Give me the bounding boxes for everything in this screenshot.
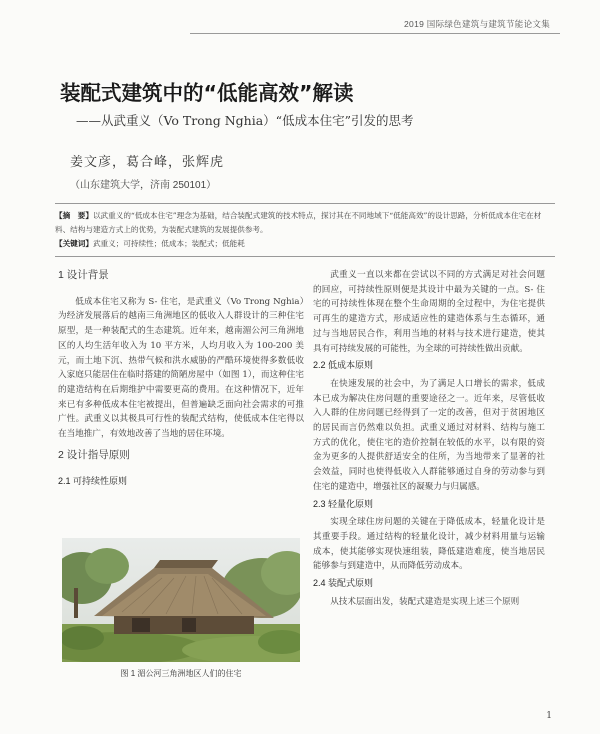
keywords-label: 【关键词】 [55,239,93,248]
keywords [55,238,555,249]
section-1-paragraph: 低成本住宅又称为 S- 住宅，是武重义（Vo Trong Nghia）为经济发展落后的越南三角洲地区的低收入人群设计的三种住宅原型，是一种装配式的生态建筑。近年来，越南湄公河三角洲地区的人均生活年收入为 10 平方米，人均月收入为 100-200 美元，而土地下沉、热带气候和洪水威胁的严酷环境使得多数低收入家庭只能居住在临时搭建的简陋房屋中（如图 1），而这种住宅的建造结构在后期维护中需要更高的费用。在这种情况下，近年来已有多种低成本住宅被提出，但普遍缺乏面向社会需求的可推广性。武重义以其极具可行性的装配式结构，使低成本住宅得以在当地推广，有效地改善了当地的居住环境。 [58,296,304,440]
abstract-label: 【摘 要】 [55,211,93,220]
affiliation: （山东建筑大学，济南 250101） [70,180,217,191]
figure-1-caption: 图 1 湄公河三角洲地区人们的住宅 [120,669,242,678]
subsection-2-1-heading: 2.1 可持续性原则 [58,476,128,487]
authors: 姜文彦，葛合峰，张辉虎 [70,155,225,170]
right-column [313,268,545,609]
left-column [58,268,304,493]
article-subtitle: ——从武重义（Vo Trong Nghia）“低成本住宅”引发的思考 [76,113,414,128]
subsection-2-3-heading: 2.3 轻量化原则 [313,498,374,509]
right-paragraph-4: 从技术层面出发，装配式建造是实现上述三个原则 [330,596,520,607]
abstract [55,209,555,237]
right-paragraph-2: 在快速发展的社会中，为了满足人口增长的需求，低成本已成为解决住房问题的重要途径之一。近年来，尽管低收入人群的住房问题已经得到了一定的改善，但对于贫困地区的居民而言仍然难以负担。武重义通过对材料、结构与施工方式的优化，使住宅的造价控制在较低的水平，以有限的资金为更多的人提供舒适安全的住所，为当地带来了显著的社会效益，同时也使得低收入人群能够通过自身的劳动参与到住宅的建造中，增强社区的凝聚力与归属感。 [313,378,545,492]
right-paragraph-3: 实现全球住房问题的关键在于降低成本，轻量化设计是其重要手段。通过结构的轻量化设计，减少材料用量与运输成本，使其能够实现快速组装，降低建造难度，使当地居民能够参与到建造中，从而降低劳动成本。 [313,517,545,572]
abstract-rule-top [55,203,555,204]
section-1-heading: 1 设计背景 [58,269,109,281]
right-paragraph-1: 武重义一直以来都在尝试以不同的方式满足对社会问题的回应，可持续性原则便是其设计中最为关键的一点。S- 住宅的可持续性体现在整个生命周期的全过程中，为住宅提供可再生的建造方式，形成适应性的建造体系与生态循环，通过与当地居民合作，利用当地的材料与技术进行建造，使其具有可持续发展的可能性，为全球的可持续性做出贡献。 [313,270,545,354]
header-rule [190,33,560,34]
abstract-text: 以武重义的“低成本住宅”理念为基础，结合装配式建筑的技术特点，探讨其在不同地域下“低能高效”的设计思路，分析低成本住宅在材料、结构与建造方式上的优势，为装配式建筑的发展提供参考。 [55,211,542,234]
subsection-2-4-heading: 2.4 装配式原则 [313,578,374,589]
figure-1-photo [62,538,300,662]
abstract-rule-bottom [55,256,555,257]
keywords-text: 武重义；可持续性；低成本；装配式；低能耗 [92,239,245,248]
subsection-2-2-heading: 2.2 低成本原则 [313,360,374,371]
article-title: 装配式建筑中的“低能高效”解读 [60,81,354,105]
figure-1 [62,538,300,662]
running-header: 2019 国际绿色建筑与建筑节能论文集 [404,19,550,29]
section-2-heading: 2 设计指导原则 [58,448,130,461]
page-number: 1 [546,711,552,721]
